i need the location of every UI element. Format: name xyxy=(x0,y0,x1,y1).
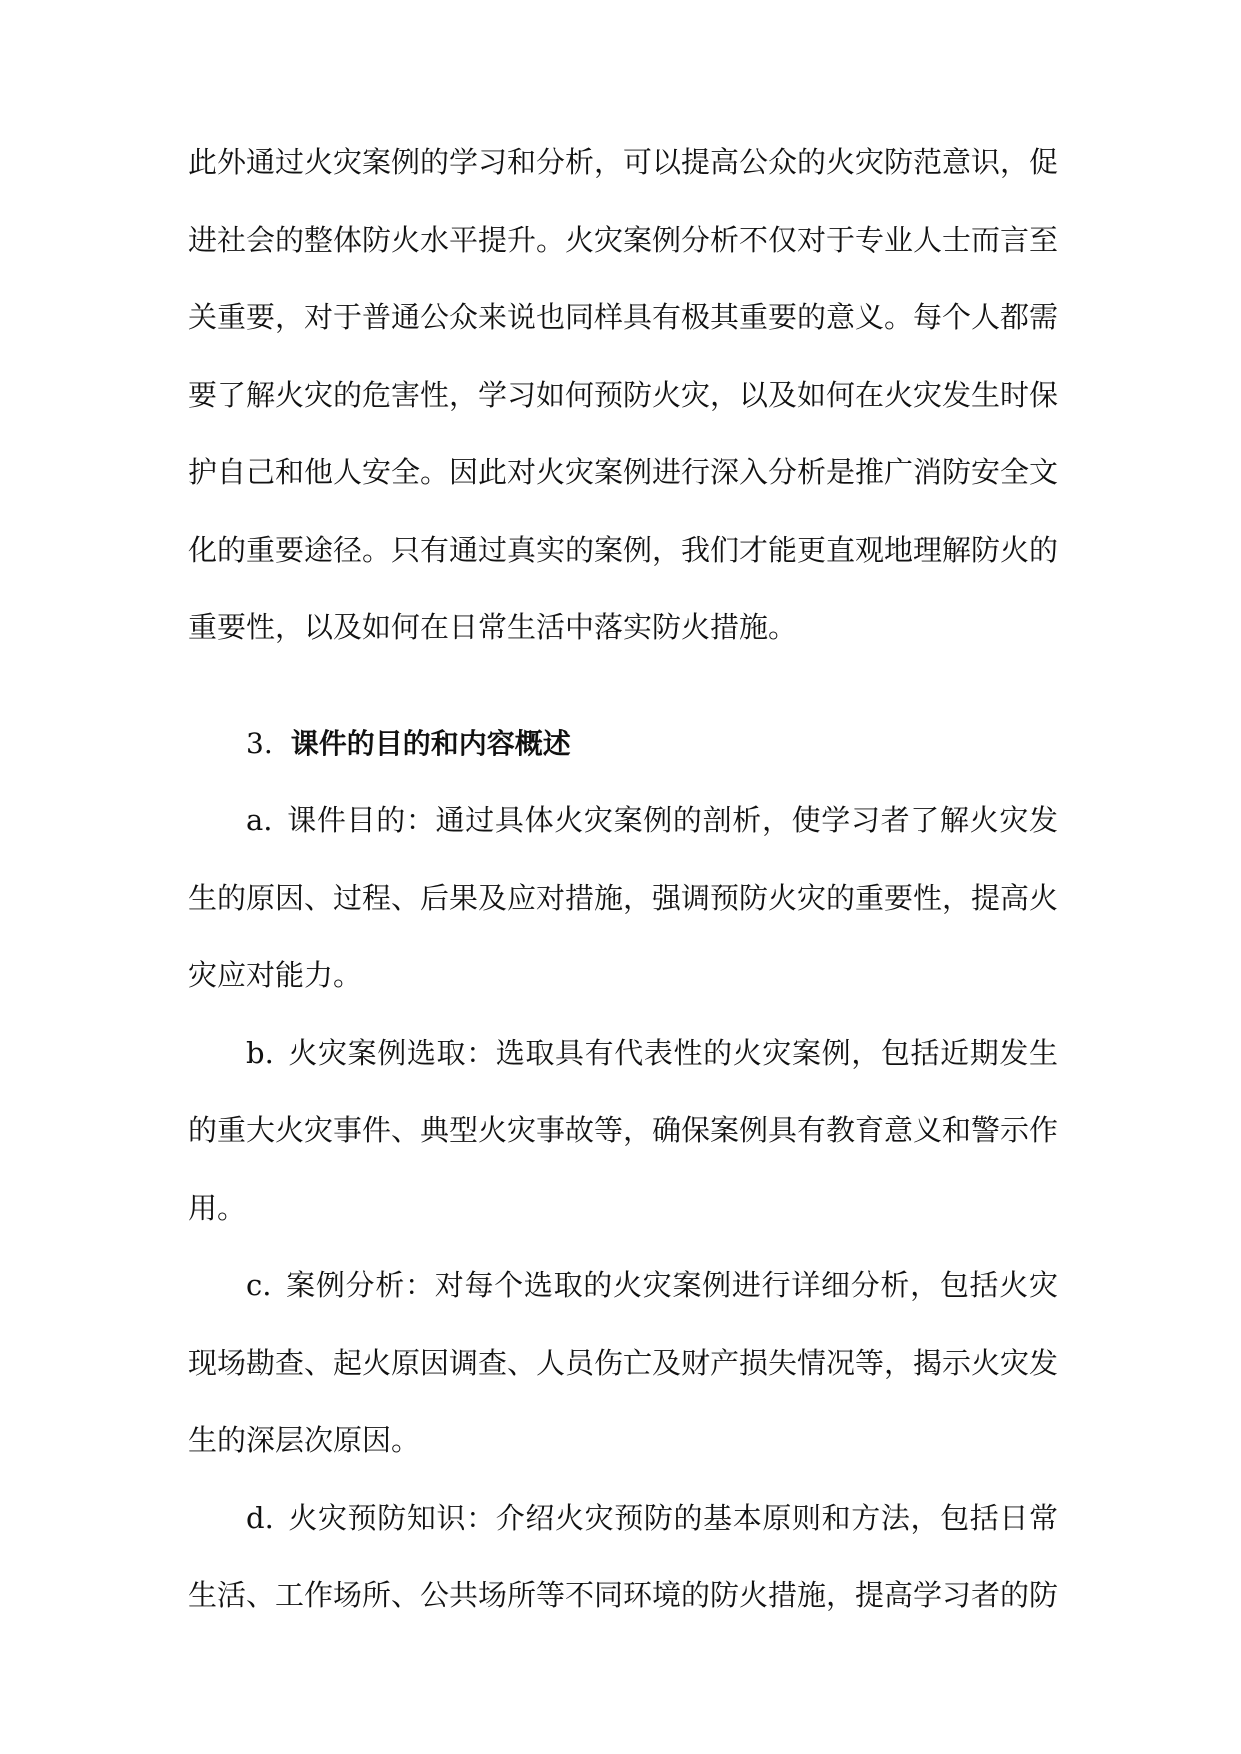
document-page xyxy=(188,124,1058,1635)
section-title: 课件的目的和内容概述 xyxy=(290,726,571,760)
list-item-marker: a. xyxy=(246,803,273,837)
list-item-a xyxy=(188,782,1058,1015)
list-item-c xyxy=(188,1247,1058,1480)
list-item-text: 案例分析：对每个选取的火灾案例进行详细分析，包括火灾现场勘查、起火原因调查、人员伤亡及财产损失情况等，揭示火灾发生的深层次原因。 xyxy=(188,1268,1059,1457)
list-item-marker: c. xyxy=(246,1268,272,1302)
list-item-text: 课件目的：通过具体火灾案例的剖析，使学习者了解火灾发生的原因、过程、后果及应对措施，强调预防火灾的重要性，提高火灾应对能力。 xyxy=(188,803,1059,992)
intro-paragraph: 此外通过火灾案例的学习和分析，可以提高公众的火灾防范意识，促进社会的整体防火水平提升。火灾案例分析不仅对于专业人士而言至关重要，对于普通公众来说也同样具有极其重要的意义。每个人都需要了解火灾的危害性，学习如何预防火灾，以及如何在火灾发生时保护自己和他人安全。因此对火灾案例进行深入分析是推广消防安全文化的重要途径。只有通过真实的案例，我们才能更直观地理解防火的重要性，以及如何在日常生活中落实防火措施。 xyxy=(188,145,1059,644)
list-item-d xyxy=(188,1480,1058,1635)
list-item-text: 火灾预防知识：介绍火灾预防的基本原则和方法，包括日常生活、工作场所、公共场所等不同环境的防火措施，提高学习者的防 xyxy=(188,1500,1059,1612)
list-item-marker: b. xyxy=(246,1035,274,1070)
list-item-b xyxy=(188,1015,1058,1248)
list-item-marker: d. xyxy=(246,1500,274,1535)
section-heading xyxy=(188,705,1058,783)
section-number: 3. xyxy=(246,726,273,760)
list-item-text: 火灾案例选取：选取具有代表性的火灾案例，包括近期发生的重大火灾事件、典型火灾事故等，确保案例具有教育意义和警示作用。 xyxy=(188,1035,1059,1225)
